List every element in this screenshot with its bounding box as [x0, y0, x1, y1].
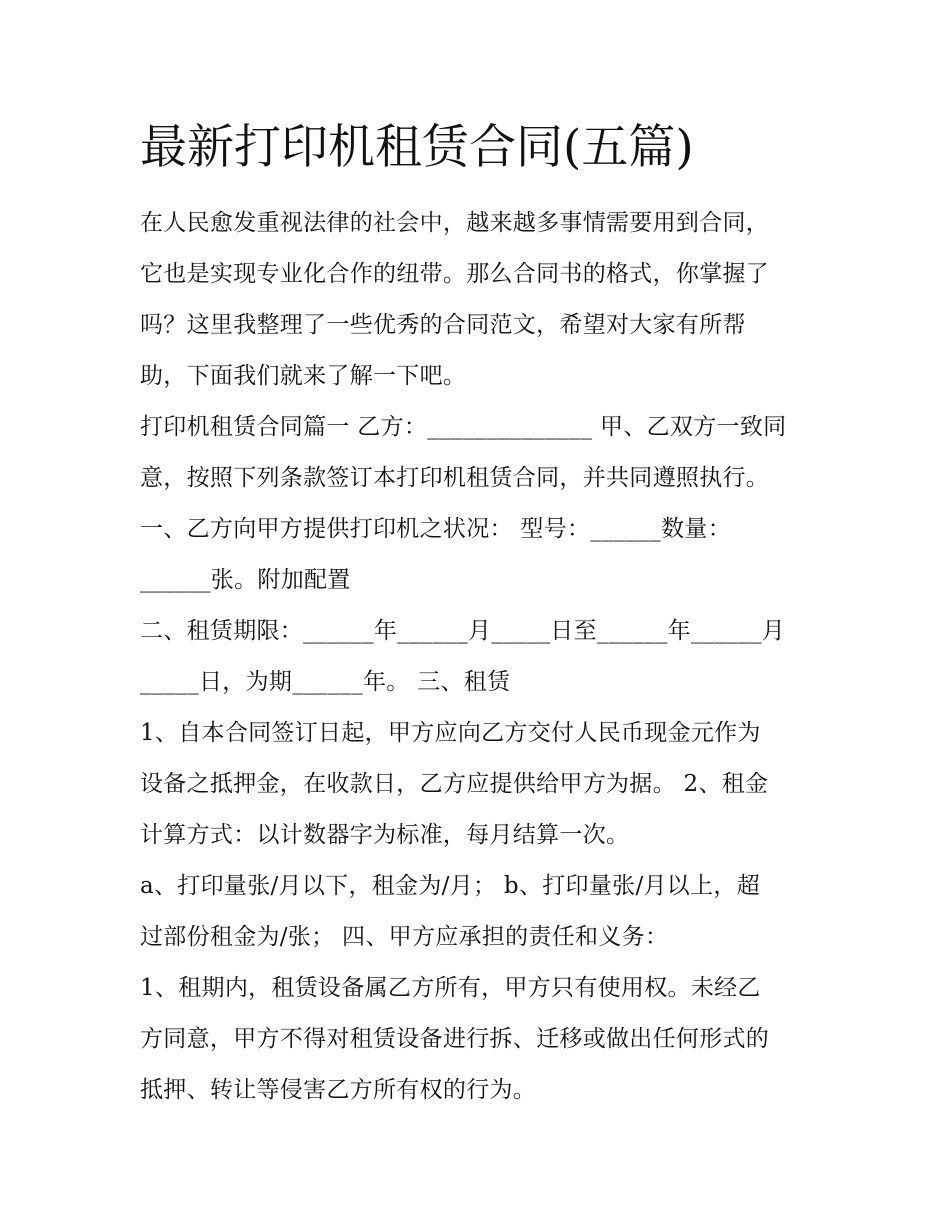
body-line: 二、租赁期限：______年______月_____日至______年______月 [140, 618, 786, 644]
body-line: 过部份租金为/张； 四、甲方应承担的责任和义务： [140, 924, 669, 950]
body-line: 在人民愈发重视法律的社会中，越来越多事情需要用到合同， [140, 210, 770, 236]
body-line: 计算方式：以计数器字为标准，每月结算一次。 [140, 822, 630, 848]
body-line: _____日，为期______年。 三、租赁 [140, 669, 511, 695]
body-line: 一、乙方向甲方提供打印机之状况： 型号：______数量： [140, 516, 732, 542]
body-line: 打印机租赁合同篇一 乙方：______________ 甲、乙双方一致同 [140, 414, 787, 440]
body-line: a、打印量张/月以下，租金为/月； b、打印量张/月以上，超 [140, 873, 760, 899]
body-line: 抵押、转让等侵害乙方所有权的行为。 [140, 1077, 537, 1103]
body-line: ______张。附加配置 [140, 567, 351, 593]
body-line: 1、自本合同签订日起，甲方应向乙方交付人民币现金元作为 [140, 720, 761, 746]
body-line: 方同意，甲方不得对租赁设备进行拆、迁移或做出任何形式的 [140, 1026, 770, 1052]
page-title: 最新打印机租赁合同(五篇) [140, 120, 694, 175]
body-line: 助，下面我们就来了解一下吧。 [140, 363, 467, 389]
body-line: 设备之抵押金，在收款日，乙方应提供给甲方为据。 2、租金 [140, 771, 769, 797]
body-line: 吗？这里我整理了一些优秀的合同范文，希望对大家有所帮 [140, 312, 746, 338]
body-line: 1、租期内，租赁设备属乙方所有，甲方只有使用权。未经乙 [140, 975, 761, 1001]
body-line: 意，按照下列条款签订本打印机租赁合同，并共同遵照执行。 [140, 465, 770, 491]
document-body [140, 198, 820, 1116]
body-line: 它也是实现专业化合作的纽带。那么合同书的格式，你掌握了 [140, 261, 770, 287]
